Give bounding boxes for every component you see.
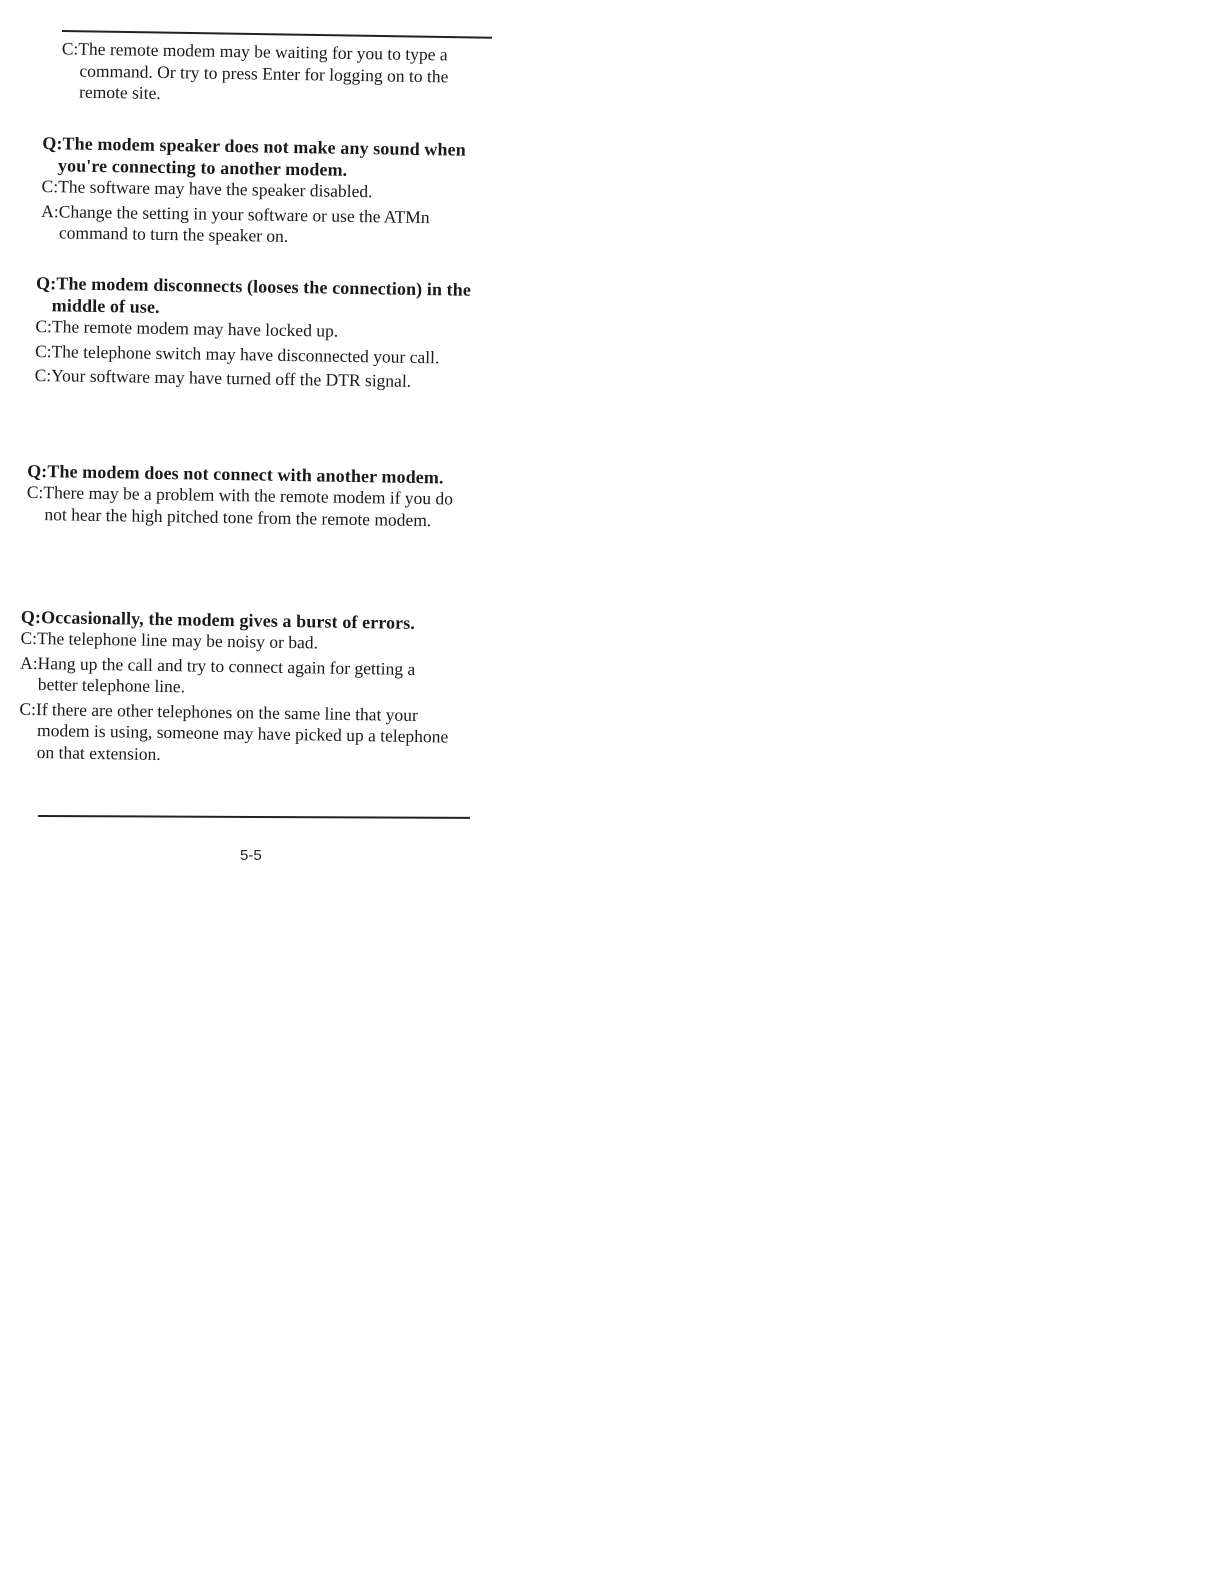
answer-line: C:Your software may have turned off the DTR signal. xyxy=(34,364,412,391)
answer-line: C:The telephone line may be noisy or bad. xyxy=(20,627,319,653)
question-heading: Q:Occasionally, the modem gives a burst of errors. xyxy=(20,606,416,633)
section-speaker xyxy=(37,132,479,253)
answer-line: C:The telephone switch may have disconnected your call. xyxy=(34,340,440,367)
answer-line: C:The software may have the speaker disabled. xyxy=(41,176,373,202)
answer-line: A:Hang up the call and try to connect again for getting a better telephone line. xyxy=(20,652,416,697)
question-heading: Q:The modem does not connect with another modem. xyxy=(27,460,444,488)
section-burst-errors xyxy=(15,606,457,773)
answer-line: C:There may be a problem with the remote modem if you do not hear the high pitched tone from the remote modem. xyxy=(26,481,454,530)
answer-line: C:The remote modem may have locked up. xyxy=(35,315,339,341)
question-heading: Q:The modem speaker does not make any sound when you're connecting to another modem. xyxy=(42,133,466,180)
page-number: 5-5 xyxy=(240,847,262,864)
section-intro xyxy=(39,38,480,112)
answer-line: C:The remote modem may be waiting for you to type a command. Or try to press Enter for logging on to the remote site. xyxy=(61,38,449,103)
answer-line: C:If there are other telephones on the same line that your modem is using, someone may have picked up a telephone on that extension. xyxy=(19,698,449,764)
section-disconnects xyxy=(30,272,472,396)
section-no-connect xyxy=(22,460,463,535)
question-heading: Q:The modem disconnects (looses the connection) in the middle of use. xyxy=(35,272,472,317)
answer-line: A:Change the setting in your software or use the ATMn command to turn the speaker on. xyxy=(41,200,430,246)
bottom-rule xyxy=(38,815,470,819)
top-rule xyxy=(62,30,492,39)
